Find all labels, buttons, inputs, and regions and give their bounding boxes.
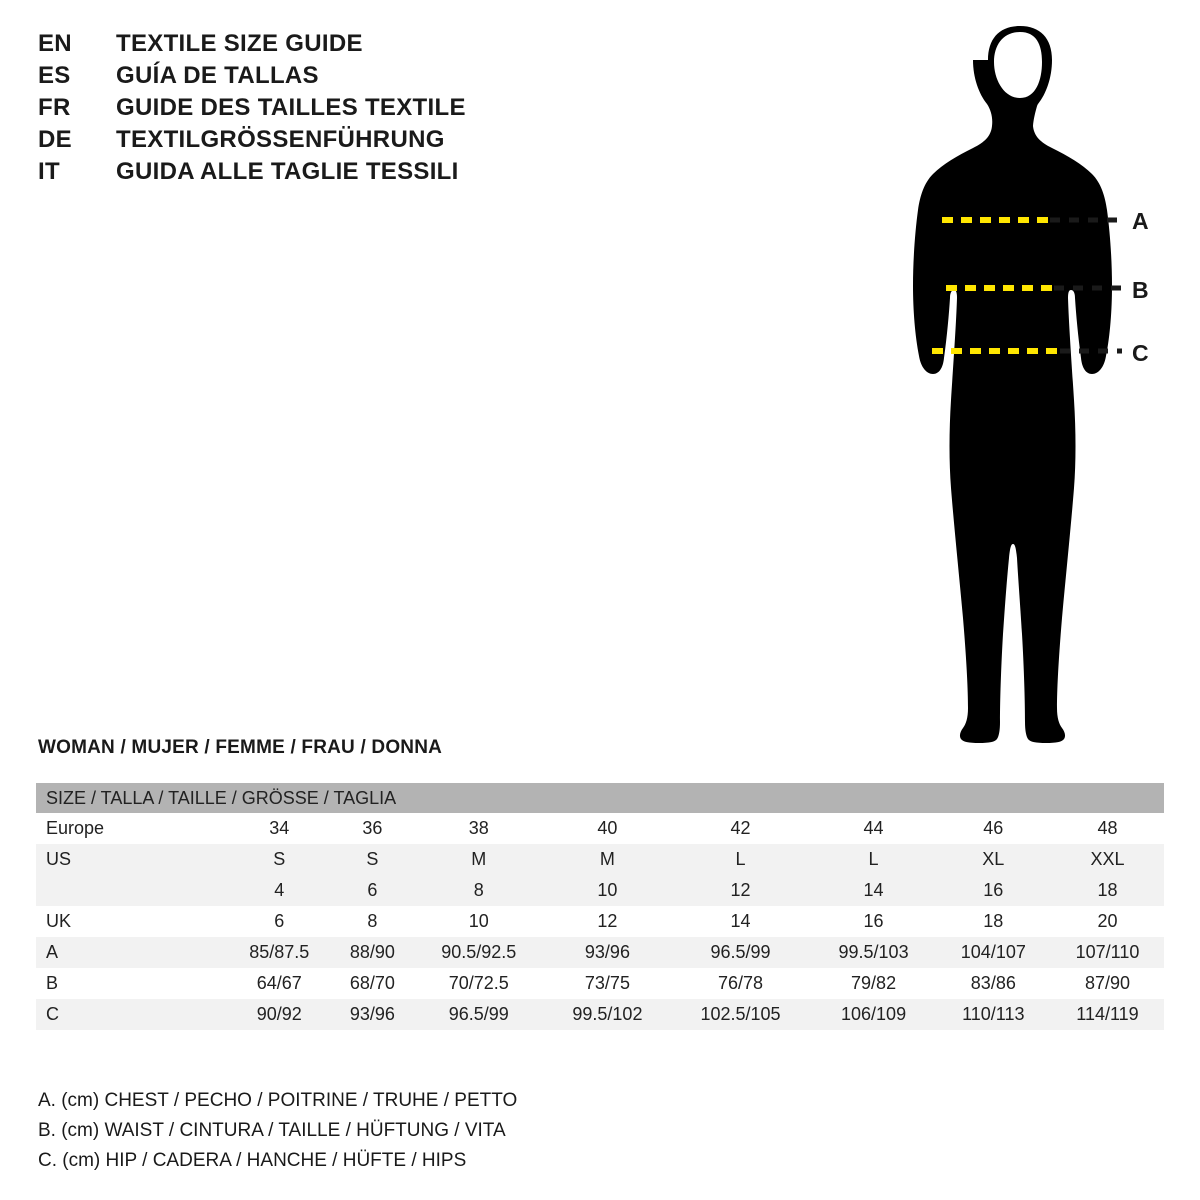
row-label: US [36,844,226,875]
table-cell: 93/96 [332,999,412,1030]
row-label: C [36,999,226,1030]
language-row [38,156,658,188]
row-label: Europe [36,813,226,844]
table-cell: L [670,844,812,875]
table-cell: 44 [811,813,935,844]
table-cell: 16 [811,906,935,937]
table-cell: 14 [811,875,935,906]
table-cell: 8 [332,906,412,937]
table-cell: 68/70 [332,968,412,999]
table-row [36,906,1164,937]
language-code: FR [38,94,71,121]
language-title: TEXTILGRÖSSENFÜHRUNG [116,126,445,153]
table-cell: 46 [936,813,1051,844]
language-title: GUIDE DES TAILLES TEXTILE [116,94,466,121]
callout-label-a: A [1132,208,1149,234]
table-cell: 4 [226,875,332,906]
table-header-label: SIZE / TALLA / TAILLE / GRÖSSE / TAGLIA [36,783,1164,813]
table-cell: 16 [936,875,1051,906]
table-cell: 42 [670,813,812,844]
language-code: IT [38,158,60,185]
table-cell: 90/92 [226,999,332,1030]
table-cell: 6 [332,875,412,906]
table-cell: 99.5/103 [811,937,935,968]
row-label: B [36,968,226,999]
table-cell: 102.5/105 [670,999,812,1030]
language-row [38,28,658,60]
table-cell: 93/96 [545,937,669,968]
table-cell: 10 [412,906,545,937]
table-cell: 70/72.5 [412,968,545,999]
table-cell: 96.5/99 [412,999,545,1030]
table-cell: 20 [1051,906,1164,937]
row-label [36,875,226,906]
legend-line-b: B. (cm) WAIST / CINTURA / TAILLE / HÜFTUNG / VITA [38,1120,506,1141]
female-silhouette-icon [860,18,1180,748]
table-cell: S [332,844,412,875]
language-title: GUIDA ALLE TAGLIE TESSILI [116,158,459,185]
table-cell: 14 [670,906,812,937]
table-cell: 64/67 [226,968,332,999]
size-table [36,783,1164,1030]
table-cell: 6 [226,906,332,937]
table-cell: 79/82 [811,968,935,999]
language-code: ES [38,62,71,89]
table-cell: 99.5/102 [545,999,669,1030]
table-row [36,999,1164,1030]
table-cell: 18 [936,906,1051,937]
table-row [36,844,1164,875]
callout-label-c: C [1132,340,1149,366]
table-row [36,813,1164,844]
table-header-row [36,783,1164,813]
table-cell: 114/119 [1051,999,1164,1030]
language-code: DE [38,126,72,153]
table-cell: M [545,844,669,875]
language-title: GUÍA DE TALLAS [116,62,319,89]
table-cell: 88/90 [332,937,412,968]
language-row [38,124,658,156]
legend-line-a: A. (cm) CHEST / PECHO / POITRINE / TRUHE / PETTO [38,1090,518,1111]
measurement-legend [38,1086,838,1176]
table-cell: 10 [545,875,669,906]
row-label: A [36,937,226,968]
table-section-title: WOMAN / MUJER / FEMME / FRAU / DONNA [38,737,443,758]
table-cell: 83/86 [936,968,1051,999]
table-cell: 40 [545,813,669,844]
table-cell: 12 [670,875,812,906]
table-cell: 107/110 [1051,937,1164,968]
table-cell: 18 [1051,875,1164,906]
table-row [36,937,1164,968]
table-cell: XL [936,844,1051,875]
table-cell: M [412,844,545,875]
table-cell: 48 [1051,813,1164,844]
table-row [36,968,1164,999]
table-cell: 106/109 [811,999,935,1030]
table-cell: 96.5/99 [670,937,812,968]
table-cell: 104/107 [936,937,1051,968]
language-row [38,92,658,124]
row-label: UK [36,906,226,937]
language-code: EN [38,30,72,57]
legend-line-c: C. (cm) HIP / CADERA / HANCHE / HÜFTE / HIPS [38,1150,467,1171]
table-cell: 8 [412,875,545,906]
table-cell: 90.5/92.5 [412,937,545,968]
figure-illustration [860,18,1180,748]
callout-label-b: B [1132,277,1149,303]
language-header-block [38,28,658,188]
language-row [38,60,658,92]
table-cell: 73/75 [545,968,669,999]
table-cell: 12 [545,906,669,937]
table-row [36,875,1164,906]
table-cell: 36 [332,813,412,844]
table-cell: S [226,844,332,875]
table-cell: 34 [226,813,332,844]
table-cell: 87/90 [1051,968,1164,999]
table-cell: XXL [1051,844,1164,875]
table-cell: 38 [412,813,545,844]
table-cell: 110/113 [936,999,1051,1030]
table-cell: L [811,844,935,875]
table-cell: 76/78 [670,968,812,999]
language-title: TEXTILE SIZE GUIDE [116,30,363,57]
table-cell: 85/87.5 [226,937,332,968]
